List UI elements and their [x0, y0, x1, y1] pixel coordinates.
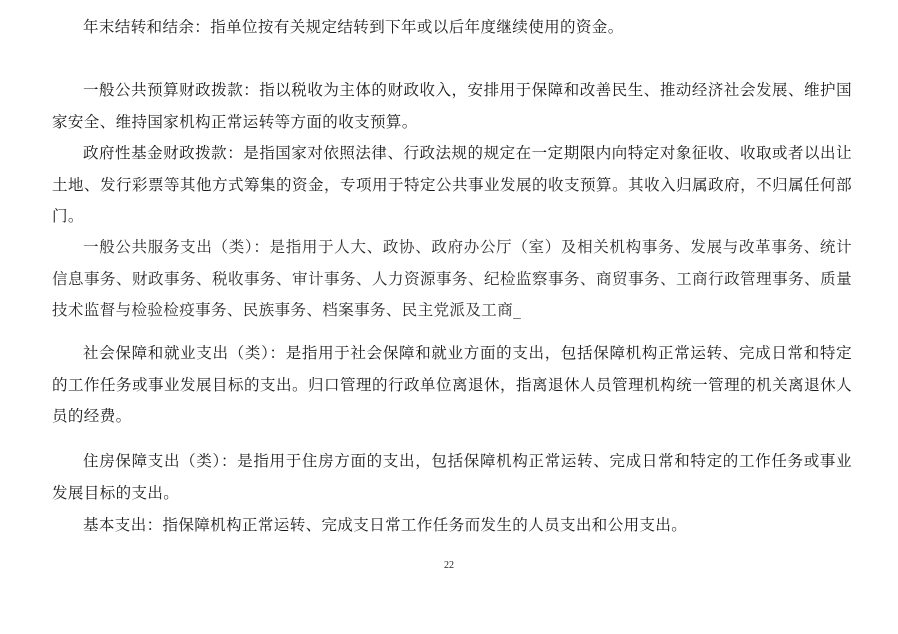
paragraph-government-fund: 政府性基金财政拨款：是指国家对依照法律、行政法规的规定在一定期限内向特定对象征收、收取或者以出让土地、发行彩票等其他方式筹集的资金，专项用于特定公共事业发展的收支预算。其收入归属政府，不归属任何部门。	[52, 144, 852, 225]
page-number: 22	[444, 560, 454, 571]
paragraph-social-security: 社会保障和就业支出（类）：是指用于社会保障和就业方面的支出，包括保障机构正常运转、完成日常和特定的工作任务或事业发展目标的支出。归口管理的行政单位离退休，指离退休人员管理机构统一管理的机关离退休人员的经费。	[52, 344, 852, 425]
paragraph-year-end-balance: 年末结转和结余：指单位按有关规定结转到下年或以后年度继续使用的资金。	[83, 18, 624, 36]
paragraph-housing-security: 住房保障支出（类）：是指用于住房方面的支出，包括保障机构正常运转、完成日常和特定的工作任务或事业发展目标的支出。	[52, 452, 852, 502]
paragraph-general-public-budget: 一般公共预算财政拨款：指以税收为主体的财政收入，安排用于保障和改善民生、推动经济社会发展、维护国家安全、维持国家机构正常运转等方面的收支预算。	[52, 81, 852, 131]
paragraph-general-public-services: 一般公共服务支出（类）：是指用于人大、政协、政府办公厅（室）及相关机构事务、发展与改革事务、统计信息事务、财政事务、税收事务、审计事务、人力资源事务、纪检监察事务、商贸事务、工商行政管理事务、质量技术监督与检验检疫事务、民族事务、档案事务、民主党派及工商_	[52, 238, 852, 319]
paragraph-basic-expenditure: 基本支出：指保障机构正常运转、完成支日常工作任务而发生的人员支出和公用支出。	[83, 516, 688, 534]
